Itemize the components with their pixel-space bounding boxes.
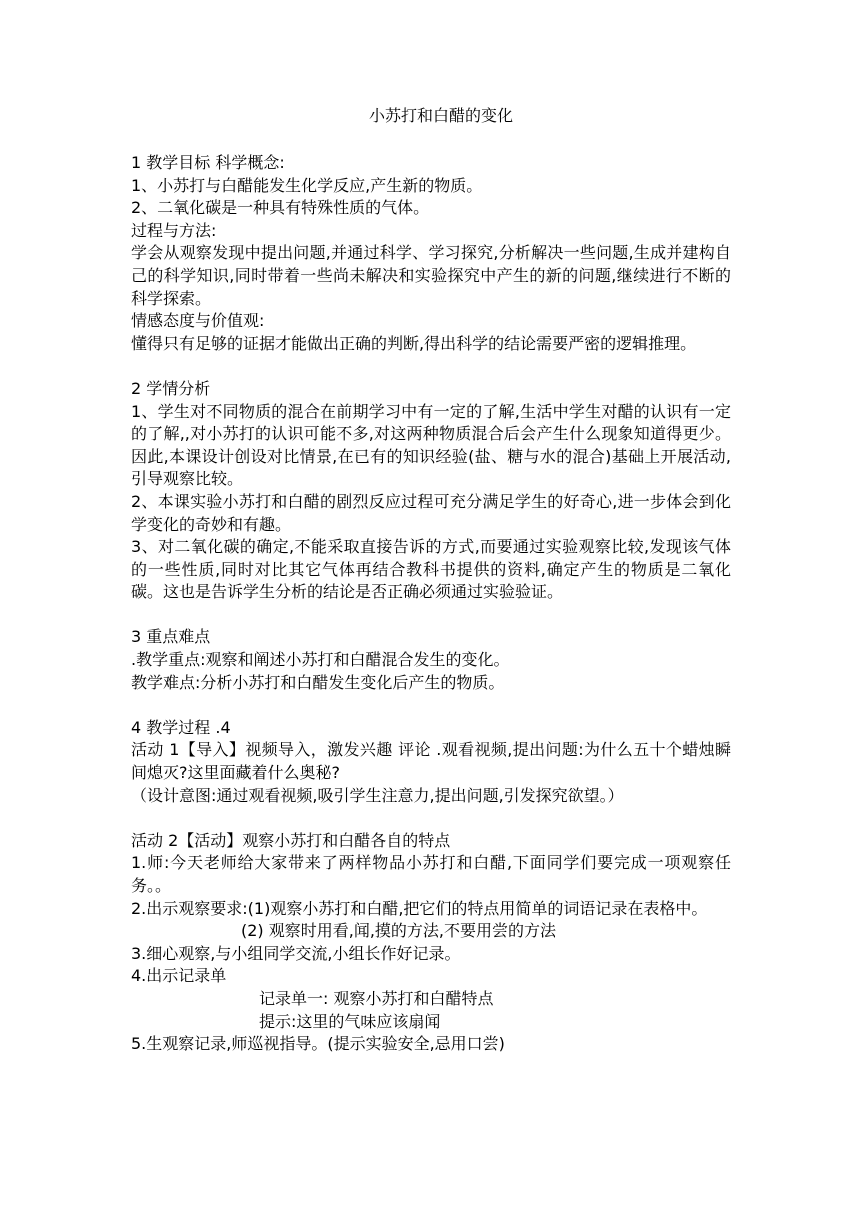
section-heading-goals: 1 教学目标 科学概念: (131, 153, 285, 172)
blank-line (131, 807, 731, 830)
paragraph: 1、小苏打与白醋能发生化学反应,产生新的物质。 (131, 175, 483, 195)
blank-line (131, 355, 731, 378)
section-heading-process: 4 教学过程 .4 (131, 717, 231, 737)
paragraph: (2) 观察时用看,闻,摸的方法,不要用尝的方法 (241, 921, 557, 941)
paragraph: （设计意图:通过观看视频,吸引学生注意力,提出问题,引发探究欲望。） (131, 785, 624, 805)
paragraph: 4.出示记录单 (131, 966, 227, 986)
blank-line (131, 694, 731, 717)
paragraph: 学会从观察发现中提出问题,并通过科学、学习探究,分析解决一些问题,生成并建构自己的科学知识,同时带着一些尚未解决和实验探究中产生的新的问题,继续进行不断的科学探索。 (131, 243, 731, 308)
paragraph: 1、学生对不同物质的混合在前期学习中有一定的了解,生活中学生对醋的认识有一定的了解,,对小苏打的认识可能不多,对这两种物质混合后会产生什么现象知道得更少。因此,本课设计创设对比情景,在已有的知识经验(盐、糖与水的混合)基础上开展活动,引导观察比较。 (131, 401, 731, 489)
document-title: 小苏打和白醋的变化 (368, 106, 513, 125)
paragraph: 教学难点:分析小苏打和白醋发生变化后产生的物质。 (131, 672, 505, 692)
paragraph: 2、本课实验小苏打和白醋的剧烈反应过程可充分满足学生的好奇心,进一步体会到化学变化的奇妙和有趣。 (131, 491, 731, 534)
section-heading-analysis: 2 学情分析 (131, 378, 211, 398)
paragraph: 3.细心观察,与小组同学交流,小组长作好记录。 (131, 943, 461, 963)
paragraph: 懂得只有足够的证据才能做出正确的判断,得出科学的结论需要严密的逻辑推理。 (131, 333, 697, 353)
subheading-attitude: 情感态度与价值观: (131, 311, 265, 331)
paragraph: .教学重点:观察和阐述小苏打和白醋混合发生的变化。 (131, 650, 510, 670)
document-body (131, 104, 731, 1056)
subheading-process-method: 过程与方法: (131, 220, 217, 240)
section-heading-key-points: 3 重点难点 (131, 627, 211, 647)
paragraph: 3、对二氧化碳的确定,不能采取直接告诉的方式,而要通过实验观察比较,发现该气体的一些性质,同时对比其它气体再结合教科书提供的资料,确定产生的物质是二氧化碳。这也是告诉学生分析的结论是否正确必须通过实验验证。 (131, 537, 731, 602)
paragraph: 2、二氧化碳是一种具有特殊性质的气体。 (131, 198, 430, 218)
paragraph: 5.生观察记录,师巡视指导。(提示实验安全,忌用口尝) (131, 1034, 505, 1054)
paragraph: 活动 1【导入】视频导入，激发兴趣 评论 .观看视频,提出问题:为什么五十个蜡烛瞬间熄灭?这里面藏着什么奥秘? (131, 740, 731, 783)
record-sheet-title: 记录单一: 观察小苏打和白醋特点 (259, 988, 494, 1008)
paragraph: 1.师:今天老师给大家带来了两样物品小苏打和白醋,下面同学们要完成一项观察任务。。 (131, 853, 731, 895)
paragraph: 活动 2【活动】观察小苏打和白醋各自的特点 (131, 830, 451, 850)
blank-line (131, 604, 731, 627)
record-sheet-hint: 提示:这里的气味应该扇闻 (259, 1011, 441, 1031)
paragraph: 2.出示观察要求:(1)观察小苏打和白醋,把它们的特点用简单的词语记录在表格中。 (131, 898, 708, 918)
